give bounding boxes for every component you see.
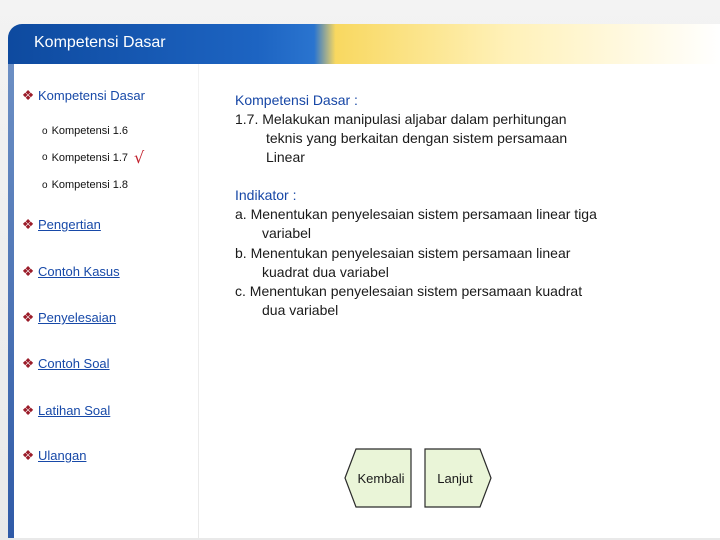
diamond-bullet-icon: ❖ — [21, 263, 35, 279]
page-title: Kompetensi Dasar — [34, 34, 166, 51]
sidebar-link-ulangan[interactable]: ❖ Ulangan — [21, 447, 87, 463]
indicator-line: kuadrat dua variabel — [262, 264, 389, 280]
diamond-bullet-icon: ❖ — [21, 355, 35, 371]
sidebar-link-contoh-kasus[interactable]: ❖ Contoh Kasus — [21, 263, 120, 279]
indicator-line: variabel — [262, 225, 312, 241]
indicator-heading: Indikator : — [235, 187, 297, 203]
diamond-bullet-icon: ❖ — [21, 216, 35, 232]
indicator-line: dua variabel — [262, 302, 339, 318]
indicator-line: a. Menentukan penyelesaian sistem persamaan linear tiga — [235, 206, 597, 222]
diamond-bullet-icon: ❖ — [21, 402, 35, 418]
indicator-line: b. Menentukan penyelesaian sistem persamaan linear — [235, 245, 571, 261]
kd-line: Linear — [266, 149, 305, 165]
diamond-bullet-icon: ❖ — [21, 447, 35, 463]
sidebar-link-latihan-soal[interactable]: ❖ Latihan Soal — [21, 402, 111, 418]
kd-line: 1.7. Melakukan manipulasi aljabar dalam perhitungan — [235, 111, 567, 127]
sidebar-subitem-kompetensi-1-7[interactable]: o Kompetensi 1.7 √ — [42, 148, 145, 167]
sidebar-link-pengertian[interactable]: ❖ Pengertian — [21, 216, 101, 232]
indicator-line: c. Menentukan penyelesaian sistem persamaan kuadrat — [235, 283, 583, 299]
sidebar-item-kompetensi-dasar[interactable]: ❖ Kompetensi Dasar — [21, 87, 145, 103]
kd-line: teknis yang berkaitan dengan sistem persamaan — [266, 130, 568, 146]
kd-heading: Kompetensi Dasar : — [235, 92, 358, 108]
diamond-bullet-icon: ❖ — [21, 309, 35, 325]
back-button[interactable]: Kembali — [344, 448, 412, 508]
sidebar-subitem-kompetensi-1-8[interactable]: o Kompetensi 1.8 — [42, 179, 128, 191]
sidebar-subitem-kompetensi-1-6[interactable]: o Kompetensi 1.6 — [42, 125, 128, 137]
sidebar-link-penyelesaian[interactable]: ❖ Penyelesaian — [21, 309, 117, 325]
diamond-bullet-icon: ❖ — [21, 87, 35, 103]
checkmark-icon: √ — [134, 148, 145, 167]
sidebar-link-contoh-soal[interactable]: ❖ Contoh Soal — [21, 355, 110, 371]
next-button[interactable]: Lanjut — [424, 448, 492, 508]
